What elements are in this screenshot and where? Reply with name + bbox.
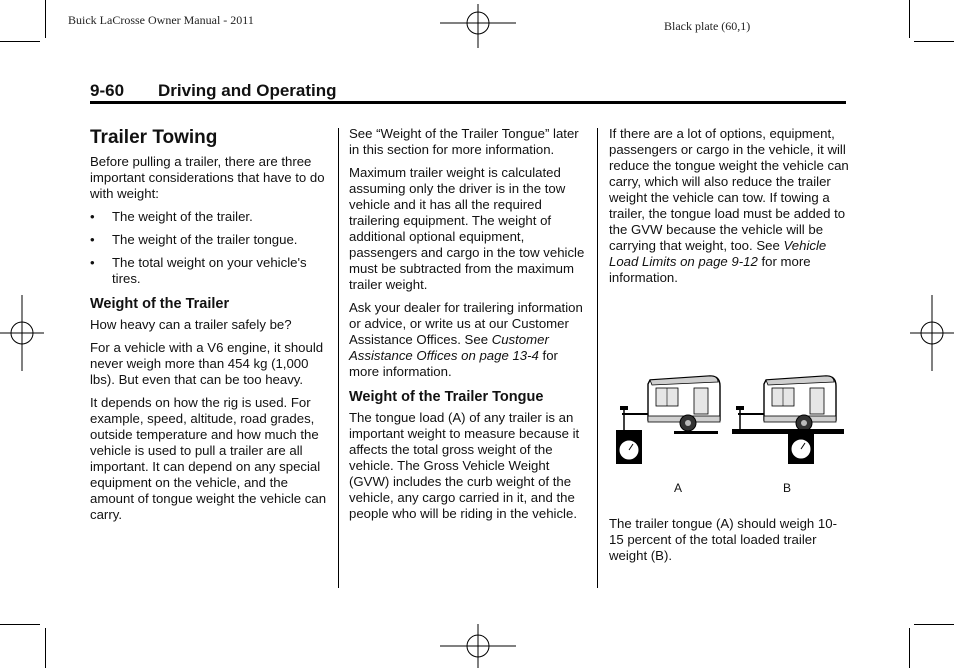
- page-title: Trailer Towing: [90, 127, 218, 148]
- crop-mark: [909, 0, 910, 38]
- paragraph: Ask your dealer for trailering information or advice, or write us at our Customer Assistance Offices. See Customer Assistance Offices on page 13-4 for more information.: [349, 300, 583, 379]
- bullet-icon: •: [90, 209, 95, 224]
- column-1: [90, 126, 330, 530]
- column-2: [349, 126, 589, 529]
- paragraph: How heavy can a trailer safely be?: [90, 317, 292, 332]
- header-rule: [90, 101, 846, 104]
- figure-label-a: A: [674, 481, 683, 495]
- column-divider: [338, 128, 339, 588]
- crop-mark: [0, 624, 40, 625]
- trailer-weight-illustration: [612, 370, 846, 470]
- cross-reference-link[interactable]: Customer Assistance Offices on page 13-4: [349, 332, 549, 363]
- paragraph: For a vehicle with a V6 engine, it should never weigh more than 454 kg (1,000 lbs). But even that can be too heavy.: [90, 340, 324, 387]
- paragraph: See “Weight of the Trailer Tongue” later in this section for more information.: [349, 126, 579, 157]
- paragraph: The tongue load (A) of any trailer is an important weight to measure because it affects the total gross weight of the vehicle. The Gross Vehicle Weight (GVW) includes the curb weight of the vehicle, any cargo carried in it, and the people who will be riding in the vehicle.: [349, 410, 580, 521]
- bullet-icon: •: [90, 232, 95, 247]
- column-3: [609, 126, 849, 293]
- column-divider: [597, 128, 598, 588]
- figure-label-b: B: [783, 481, 792, 495]
- crop-mark: [45, 0, 46, 38]
- page-number: 9-60: [90, 81, 125, 100]
- figure-caption-block: [609, 516, 849, 571]
- paragraph: Maximum trailer weight is calculated assuming only the driver is in the tow vehicle and it has all the required trailering equipment. The weight of additional optional equipment, passengers and cargo in the tow vehicle must be subtracted from the maximum trailer weight.: [349, 165, 585, 292]
- bullet-icon: •: [90, 255, 95, 270]
- crop-mark: [914, 41, 954, 42]
- subheading-weight-of-trailer: Weight of the Trailer: [90, 296, 230, 312]
- trailer-a-drawing: [616, 376, 720, 464]
- intro-paragraph: Before pulling a trailer, there are three important considerations that have to do with weight:: [90, 154, 325, 201]
- list-item: • The weight of the trailer.: [90, 209, 253, 224]
- cross-reference-link[interactable]: Vehicle Load Limits on page 9-12: [609, 238, 827, 269]
- crop-mark: [914, 624, 954, 625]
- registration-mark-right: [910, 295, 954, 371]
- crop-mark: [909, 628, 910, 668]
- plate-label: Black plate (60,1): [664, 19, 751, 33]
- registration-mark-bottom: [440, 624, 516, 668]
- registration-mark-left: [0, 295, 44, 371]
- trailer-b-drawing: [732, 376, 844, 464]
- registration-mark-top: [440, 4, 516, 48]
- figure-caption: The trailer tongue (A) should weigh 10-15 percent of the total loaded trailer weight (B).: [609, 516, 837, 563]
- crop-mark: [0, 41, 40, 42]
- crop-mark: [45, 628, 46, 668]
- list-item: • The weight of the trailer tongue.: [90, 232, 298, 247]
- list-item: • The total weight on your vehicle's tires.: [90, 255, 307, 286]
- manual-title: Buick LaCrosse Owner Manual - 2011: [68, 13, 254, 27]
- paragraph: It depends on how the rig is used. For example, speed, altitude, road grades, outside temperature and how much the vehicle is used to pull a trailer are all important. It can depend on any special equipment on the vehicle, and the amount of tongue weight the vehicle can carry.: [90, 395, 327, 522]
- subheading-weight-of-tongue: Weight of the Trailer Tongue: [349, 389, 544, 405]
- paragraph: If there are a lot of options, equipment, passengers or cargo in the vehicle, it will reduce the tongue weight the vehicle can carry, which will also reduce the trailer weight the vehicle can tow. If towing a trailer, the tongue load must be added to the GVW because the vehicle will be carrying that weight, too. See Vehicle Load Limits on page 9-12 for more information.: [609, 126, 849, 285]
- section-title: Driving and Operating: [158, 81, 337, 100]
